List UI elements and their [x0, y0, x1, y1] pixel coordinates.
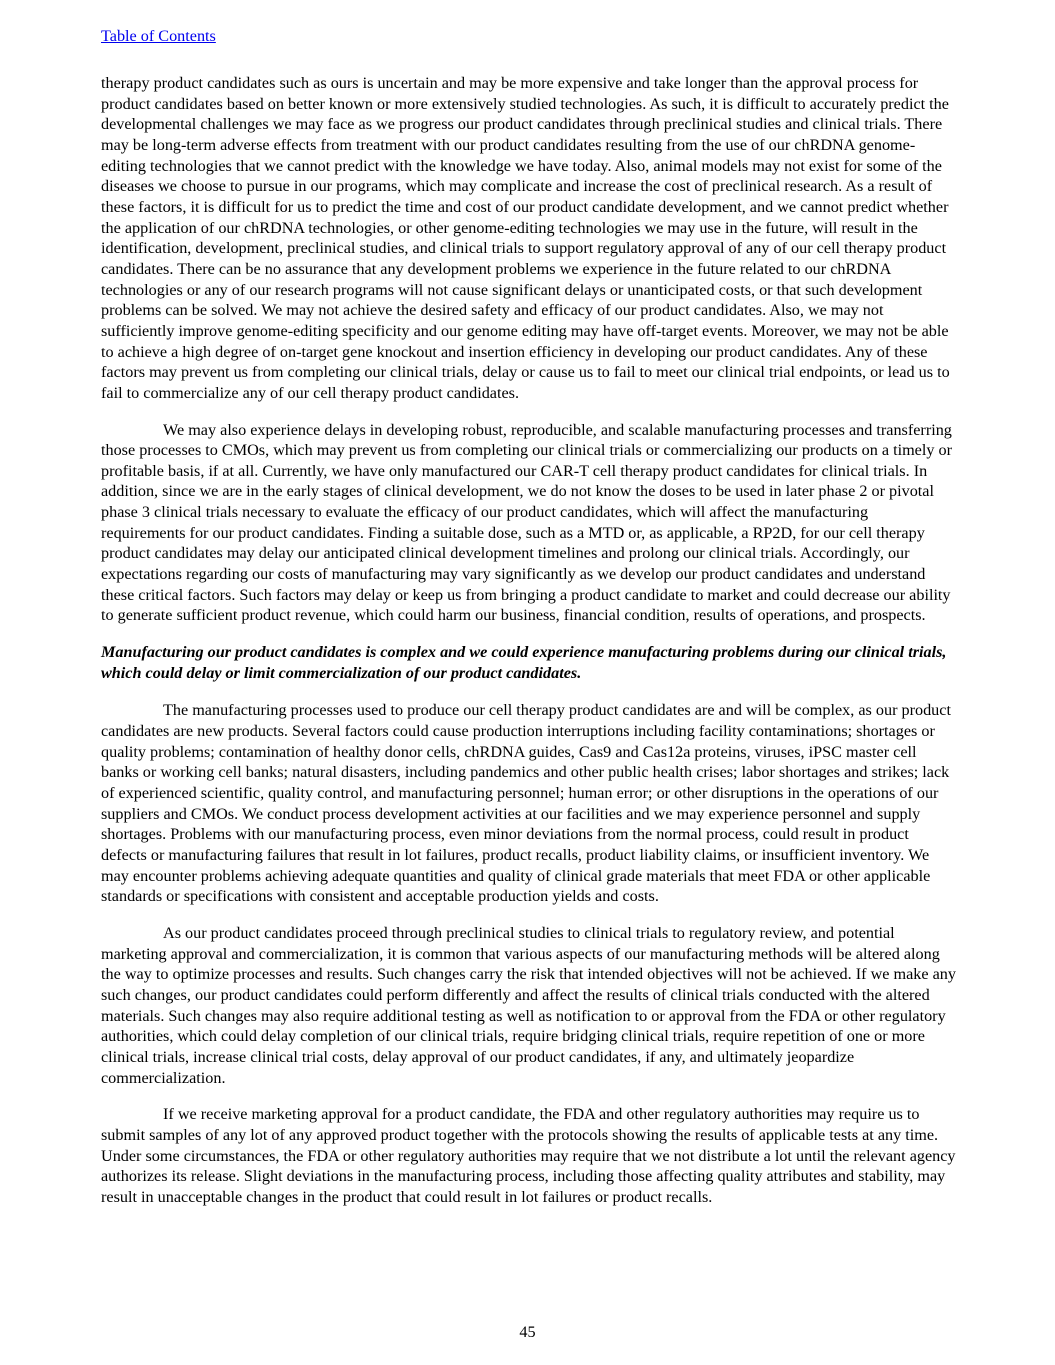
section-heading-manufacturing: Manufacturing our product candidates is complex and we could experience manufacturing problems during our clinical trials, which could delay or limit commercialization of our product candidates.: [101, 643, 947, 682]
page-number: 45: [519, 1323, 536, 1341]
paragraph-manufacturing-complexity: The manufacturing processes used to produce our cell therapy product candidates are and will be complex, as our product candidates are new products. Several factors could cause production interruptions including facility contaminations; shortages or quality problems; contamination of healthy donor cells, chRDNA guides, Cas9 and Cas12a proteins, viruses, iPSC master cell banks or working cell banks; natural disasters, including pandemics and other public health crises; labor shortages and strikes; lack of experienced scientific, quality control, and manufacturing personnel; human error; or other disruptions in the operations of our suppliers and CMOs. We conduct process development activities at our facilities and we may experience personnel and supply shortages. Problems with our manufacturing process, even minor deviations from the normal process, could result in product defects or manufacturing failures that result in lot failures, product recalls, product liability claims, or insufficient inventory. We may encounter problems achieving adequate quantities and quality of clinical grade materials that meet FDA or other applicable standards or specifications with consistent and acceptable production yields and costs.: [101, 701, 951, 906]
table-of-contents-link[interactable]: Table of Contents: [101, 27, 216, 45]
paragraph-lot-release: If we receive marketing approval for a product candidate, the FDA and other regulatory authorities may require us to submit samples of any lot of any approved product together with the protocols showing the results of applicable tests at any time. Under some circumstances, the FDA or other regulatory authorities may require that we not distribute a lot until the relevant agency authorizes its release. Slight deviations in the manufacturing process, including those affecting quality attributes and stability, may result in unacceptable changes in the product that could result in lot failures or product recalls.: [101, 1105, 956, 1206]
paragraph-manufacturing-delays: We may also experience delays in developing robust, reproducible, and scalable manufacturing processes and transferring those processes to CMOs, which may prevent us from completing our clinical trials or commercializing our products on a timely or profitable basis, if at all. Currently, we have only manufactured our CAR-T cell therapy product candidates for clinical trials. In addition, since we are in the early stages of clinical development, we do not know the doses to be used in later phase 2 or pivotal phase 3 clinical trials necessary to evaluate the efficacy of our product candidates, which will affect the manufacturing requirements for our product candidates. Finding a suitable dose, such as a MTD or, as applicable, a RP2D, for our cell therapy product candidates may delay our anticipated clinical development timelines and prolong our clinical trials. Accordingly, our expectations regarding our costs of manufacturing may vary significantly as we develop our product candidates and understand these critical factors. Such factors may delay or keep us from bringing a product candidate to market and could decrease our ability to generate sufficient product revenue, which could harm our business, financial condition, results of operations, and prospects.: [101, 420, 952, 625]
paragraph-development-risks: therapy product candidates such as ours is uncertain and may be more expensive and take longer than the approval process for product candidates based on better known or more extensively studied technologies. As such, it is difficult to accurately predict the developmental challenges we may face as we progress our product candidates through preclinical studies and clinical trials. There may be long-term adverse effects from treatment with our product candidates resulting from the use of our chRDNA genome-editing technologies that we cannot predict with the knowledge we have today. Also, animal models may not exist for some of the diseases we choose to pursue in our programs, which may complicate and increase the cost of preclinical research. As a result of these factors, it is difficult for us to predict the time and cost of our product candidate development, and we cannot predict whether the application of our chRDNA technologies, or other genome-editing technologies we may use in the future, will result in the identification, development, preclinical studies, and clinical trials to support regulatory approval of any of our cell therapy product candidates. There can be no assurance that any development problems we experience in the future related to our chRDNA technologies or any of our research programs will not cause significant delays or unanticipated costs, or that such development problems can be solved. We may not achieve the desired safety and efficacy of our product candidates. Also, we may not sufficiently improve genome-editing specificity and our genome editing may have off-target events. Moreover, we may not be able to achieve a high degree of on-target gene knockout and insertion efficiency in developing our product candidates. Any of these factors may prevent us from completing our clinical trials, delay or cause us to fail to meet our clinical trial endpoints, or lead us to fail to commercialize any of our cell therapy product candidates.: [101, 74, 950, 402]
paragraph-manufacturing-changes: As our product candidates proceed through preclinical studies to clinical trials to regulatory review, and potential marketing approval and commercialization, it is common that various aspects of our manufacturing methods will be altered along the way to optimize processes and results. Such changes carry the risk that intended objectives will not be achieved. If we make any such changes, our product candidates could perform differently and affect the results of clinical trials conducted with the altered materials. Such changes may also require additional testing as well as notification to or approval from the FDA or other regulatory authorities, which could delay completion of our clinical trials, require bridging clinical trials, require repetition of one or more clinical trials, increase clinical trial costs, delay approval of our product candidates, if any, and ultimately jeopardize commercialization.: [101, 923, 956, 1087]
document-page: [101, 26, 956, 1223]
